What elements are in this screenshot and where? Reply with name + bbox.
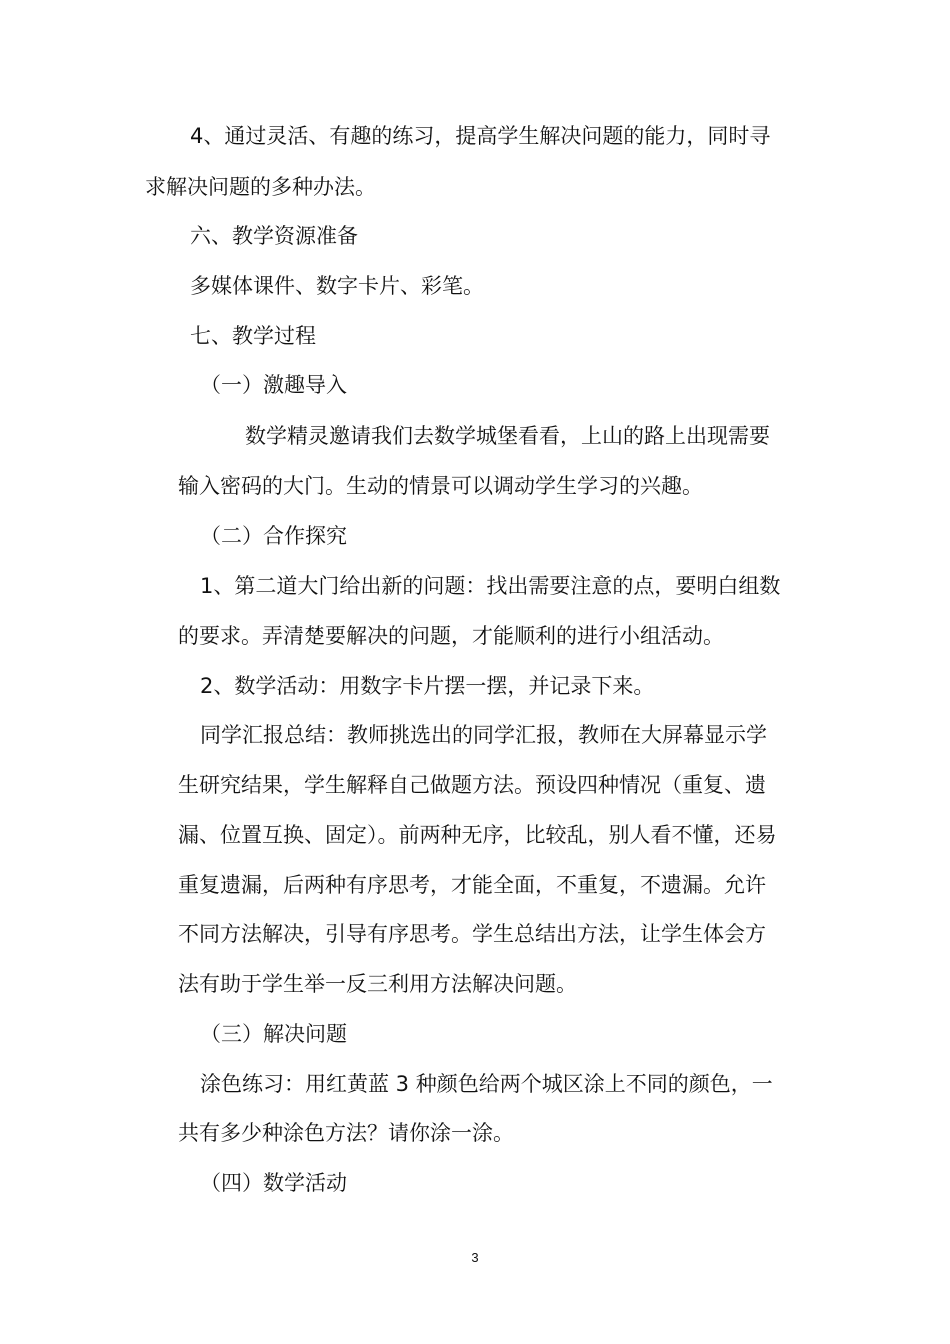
text-line: 同学汇报总结：教师挑选出的同学汇报，教师在大屏幕显示学 [200, 723, 767, 747]
text-line: 法有助于学生举一反三利用方法解决问题。 [178, 972, 577, 996]
page-number: 3 [471, 1250, 479, 1265]
text-line: 输入密码的大门。生动的情景可以调动学生学习的兴趣。 [178, 474, 703, 498]
subsection-heading: （三）解决问题 [200, 1022, 347, 1046]
text-line: 多媒体课件、数字卡片、彩笔。 [190, 274, 484, 298]
subsection-heading: （二）合作探究 [200, 524, 347, 548]
section-heading: 七、教学过程 [190, 324, 316, 348]
text-line: 不同方法解决，引导有序思考。学生总结出方法，让学生体会方 [178, 922, 766, 946]
text-line: 数学精灵邀请我们去数学城堡看看，上山的路上出现需要 [245, 424, 770, 448]
text-line: 涂色练习：用红黄蓝 3 种颜色给两个城区涂上不同的颜色，一 [200, 1072, 773, 1096]
text-line: 生研究结果，学生解释自己做题方法。预设四种情况（重复、遗 [178, 773, 766, 797]
subsection-heading: （四）数学活动 [200, 1171, 347, 1195]
text-line: 4、通过灵活、有趣的练习，提高学生解决问题的能力，同时寻 [190, 124, 771, 148]
text-line: 共有多少种涂色方法？请你涂一涂。 [178, 1121, 514, 1145]
section-heading: 六、教学资源准备 [190, 224, 358, 248]
text-line: 的要求。弄清楚要解决的问题，才能顺利的进行小组活动。 [178, 624, 724, 648]
text-line: 2、数学活动：用数字卡片摆一摆，并记录下来。 [200, 674, 655, 698]
text-line: 漏、位置互换、固定）。前两种无序，比较乱，别人看不懂，还易 [178, 823, 777, 847]
text-line: 重复遗漏，后两种有序思考，才能全面，不重复，不遗漏。允许 [178, 873, 766, 897]
text-line: 1、第二道大门给出新的问题：找出需要注意的点，要明白组数 [200, 574, 781, 598]
text-line: 求解决问题的多种办法。 [145, 175, 376, 199]
subsection-heading: （一）激趣导入 [200, 373, 347, 397]
